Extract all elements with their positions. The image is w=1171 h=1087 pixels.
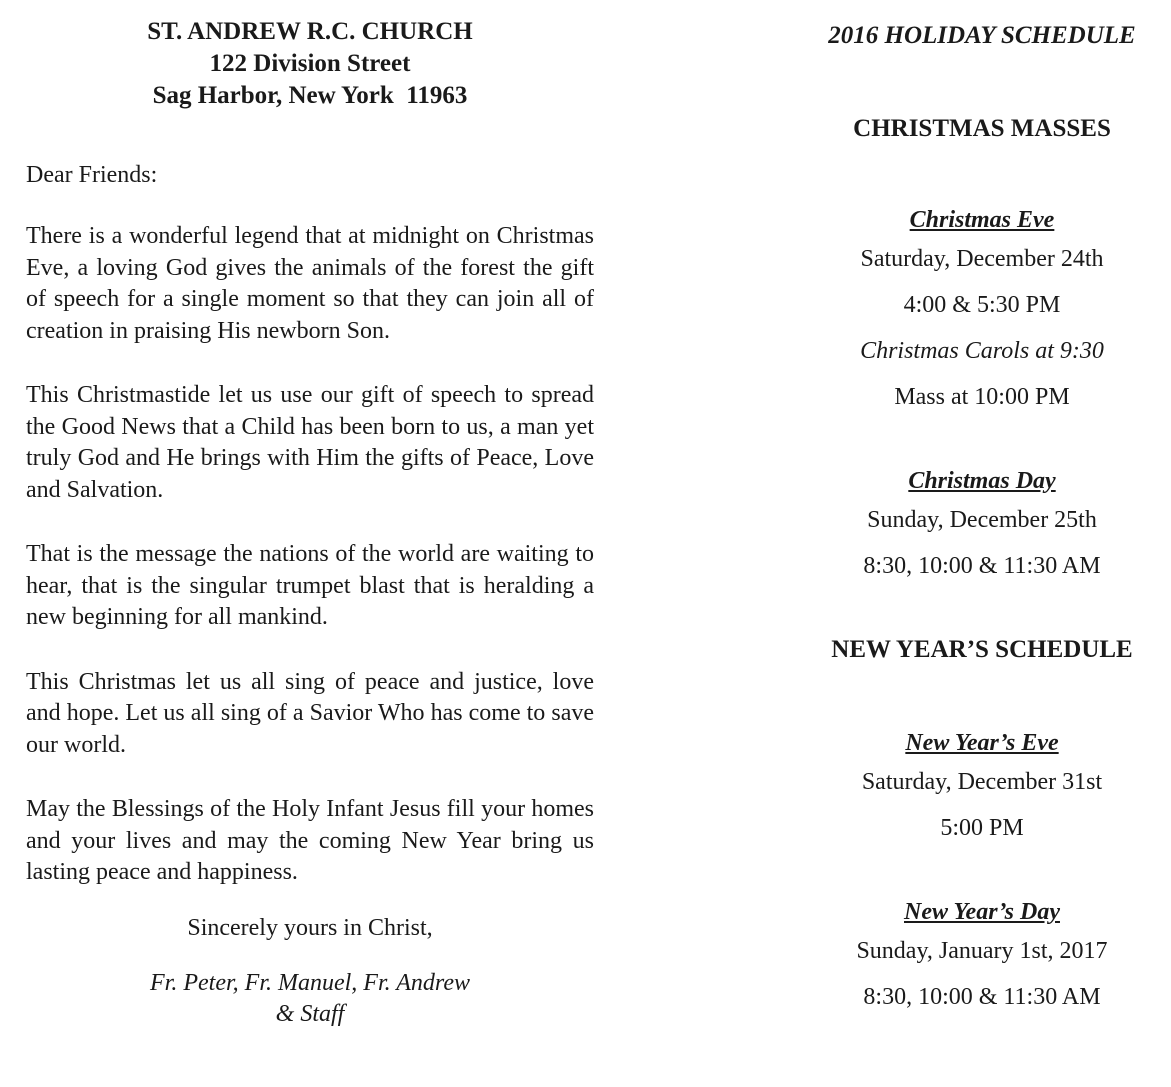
new-year-schedule-heading: NEW YEAR’S SCHEDULE [831,636,1133,663]
christmas-eve-times: 4:00 & 5:30 PM [903,292,1061,318]
signature-staff: & Staff [275,1001,345,1027]
letter-paragraph: May the Blessings of the Holy Infant Jesus fill your homes and your lives and may the coming New Year bring us lasting peace and happiness. [26,796,594,885]
christmas-eve-date: Saturday, December 24th [860,246,1104,272]
christmas-day-times: 8:30, 10:00 & 11:30 AM [863,553,1101,579]
christmas-carols-time: Christmas Carols at 9:30 [860,338,1104,364]
church-city: Sag Harbor, New York 11963 [152,82,468,109]
new-years-day-title: New Year’s Day [904,899,1060,925]
new-years-day-times: 8:30, 10:00 & 11:30 AM [863,984,1101,1010]
christmas-eve-mass-time: Mass at 10:00 PM [894,384,1070,410]
christmas-day-date: Sunday, December 25th [867,507,1097,533]
church-name: ST. ANDREW R.C. CHURCH [147,18,473,45]
letter-paragraph: This Christmastide let us use our gift of speech to spread the Good News that a Child has been born to us, a man yet truly God and He brings with Him the gifts of Peace, Love and Salvation. [26,382,594,503]
christmas-eve-title: Christmas Eve [909,207,1055,233]
greeting: Dear Friends: [26,162,158,188]
new-years-eve-times: 5:00 PM [940,815,1024,841]
schedule-title: 2016 HOLIDAY SCHEDULE [828,22,1136,49]
signature [26,968,594,1031]
new-years-eve-title: New Year’s Eve [905,730,1059,756]
letterhead [26,16,594,112]
christmas-day-title: Christmas Day [908,468,1056,494]
holiday-schedule [800,20,1164,1020]
letter-paragraph: That is the message the nations of the world are waiting to hear, that is the singular trumpet blast that is heralding a new beginning for all mankind. [26,541,594,630]
church-street: 122 Division Street [209,50,411,77]
letter-paragraph: This Christmas let us all sing of peace and justice, love and hope. Let us all sing of a Savior Who has come to save our world. [26,668,594,758]
letter-paragraph: There is a wonderful legend that at midnight on Christmas Eve, a loving God gives the animals of the forest the gift of speech for a single moment so that they can join all of creation in praising His newborn Son. [26,223,594,344]
christmas-masses-heading: CHRISTMAS MASSES [853,115,1111,142]
closing: Sincerely yours in Christ, [187,914,433,941]
new-years-eve-date: Saturday, December 31st [861,769,1103,795]
signature-names: Fr. Peter, Fr. Manuel, Fr. Andrew [150,969,470,996]
pastor-letter [26,16,594,1031]
new-years-day-date: Sunday, January 1st, 2017 [856,938,1108,964]
